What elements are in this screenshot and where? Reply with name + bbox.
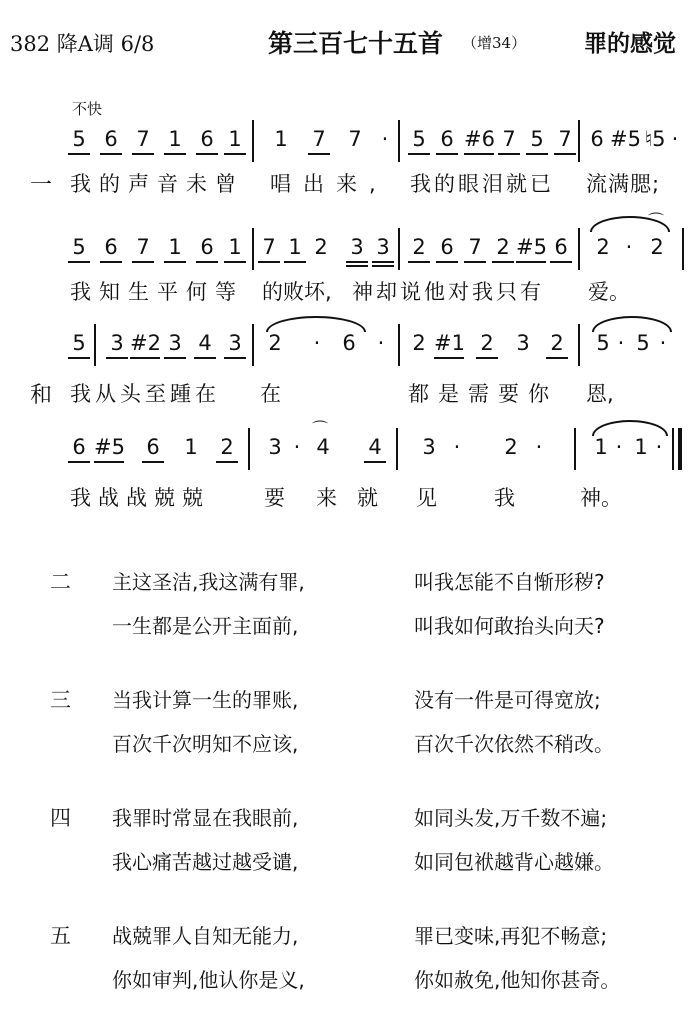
note: 7 (348, 127, 362, 151)
lyric-row-1 (0, 168, 700, 198)
note: · (625, 235, 633, 259)
note: 1 (274, 127, 288, 151)
verse-line: 我罪时常显在我眼前, (112, 806, 299, 830)
lyric-segment: 我 (494, 486, 515, 510)
lyric-segment: 唱出来, (270, 172, 388, 196)
note: 3 (516, 331, 530, 355)
note: 2 (412, 331, 426, 355)
note: 7 (258, 234, 280, 263)
verse-line: 我心痛苦越过越受谴, (112, 850, 299, 874)
verse-line: 如同包袱越背心越嫌。 (414, 850, 614, 874)
note: 3 (106, 330, 128, 359)
note: 1 (634, 435, 648, 459)
lyric-segment: 神却说他对我只有 (352, 280, 544, 304)
note: 3 (268, 435, 282, 459)
verse-line: 当我计算一生的罪账, (112, 688, 299, 712)
verse-line: 叫我如何敢抬头向天? (414, 614, 605, 638)
bar-line (398, 120, 400, 162)
note: 6 (590, 127, 604, 151)
note: 6 (436, 234, 458, 263)
verse-line: 叫我怎能不自惭形秽? (414, 570, 605, 594)
note: ♮5 (644, 127, 666, 151)
notation-row-2 (0, 211, 700, 268)
bar-line (578, 228, 580, 270)
note: #5 (516, 234, 546, 263)
note: 1 (164, 126, 186, 155)
note: · (655, 435, 663, 459)
note: 2 (492, 234, 514, 263)
verse-line: 没有一件是可得宽放; (414, 688, 601, 712)
verse-number-1: 一 (30, 173, 53, 198)
bar-line (252, 228, 254, 270)
bar-line (398, 228, 400, 270)
verse-line: 罪已变味,再犯不畅意; (414, 924, 608, 948)
note: · (293, 435, 301, 459)
note: · (615, 435, 623, 459)
hymn-subtitle: 罪的感觉 (584, 30, 676, 57)
bar-line (252, 120, 254, 162)
note: 3 (224, 330, 246, 359)
notation-row-3 (0, 320, 700, 364)
note: 6 (100, 126, 122, 155)
verse-line: 战兢罪人自知无能力, (112, 924, 299, 948)
note: 1 (594, 435, 608, 459)
verse-line: 主这圣洁,我这满有罪, (112, 570, 305, 594)
note: 6 (196, 126, 218, 155)
note: 5 (596, 331, 610, 355)
note: #5 (610, 127, 641, 151)
note: #5 (94, 434, 124, 463)
note: 2 (476, 330, 498, 359)
bar-line (574, 428, 576, 470)
verse-3 (0, 684, 700, 774)
note: 1 (224, 126, 246, 155)
note: 4 (316, 435, 330, 459)
note: 2 (650, 235, 664, 259)
note: 2 (504, 435, 518, 459)
bar-line (578, 324, 580, 366)
note: 5 (408, 126, 430, 155)
lyric-segment: 神。 (580, 486, 622, 510)
note: 6 (100, 234, 122, 263)
final-bar-line (678, 428, 682, 470)
verse-line: 你如赦免,他知你甚奇。 (414, 968, 621, 992)
note: #2 (130, 330, 160, 359)
note: 5 (636, 331, 650, 355)
bar-line (396, 428, 398, 470)
lyric-segment: 的败坏, (262, 280, 332, 304)
note: · (377, 331, 385, 355)
note: · (381, 127, 389, 151)
verse-5 (0, 920, 700, 1010)
note: 2 (546, 330, 568, 359)
lyric-segment: 我的声音未曾 (70, 172, 244, 196)
bar-line (682, 228, 684, 270)
fermata-icon: ⌒ (648, 211, 665, 230)
note: 2 (268, 331, 282, 355)
verse-line: 一生都是公开主面前, (112, 614, 299, 638)
note: 1 (164, 234, 186, 263)
lyric-row-4 (0, 482, 700, 512)
note: 2 (596, 235, 610, 259)
lyric-segment: 来就 (316, 486, 398, 510)
note: 1 (284, 234, 306, 263)
note: 6 (142, 434, 164, 463)
note: 6 (342, 331, 356, 355)
verse-number: 二 (50, 570, 71, 594)
verse-line: 百次千次依然不稍改。 (414, 732, 614, 756)
bar-line (248, 428, 250, 470)
note: 3 (164, 330, 186, 359)
lyric-segment: 见 (416, 486, 437, 510)
lyric-segment: 要 (264, 486, 285, 510)
verse-4 (0, 802, 700, 892)
lyric-segment: 我知生平何等 (70, 280, 244, 304)
note: 5 (526, 126, 548, 155)
verse-number: 四 (50, 806, 71, 830)
note: 1 (224, 234, 246, 263)
lyric-segment: 在 (260, 382, 281, 406)
notation-row-1 (0, 116, 700, 160)
note: 3 (346, 234, 368, 263)
note: 7 (132, 234, 154, 263)
lyric-segment: 流满腮; (586, 172, 661, 196)
note: 2 (216, 434, 238, 463)
note: 1 (184, 435, 198, 459)
note: 6 (196, 234, 218, 263)
lyric-lead-word: 和 (30, 383, 53, 408)
verse-number: 五 (50, 924, 71, 948)
note: 3 (422, 435, 436, 459)
hymn-supplement-note: （增34） (462, 34, 527, 52)
hymn-title: 第三百七十五首 (268, 29, 444, 58)
note: 2 (408, 234, 430, 263)
notation-row-4 (0, 419, 700, 468)
fermata-icon: ⌒ (312, 419, 329, 438)
verse-2 (0, 566, 700, 656)
verse-number: 三 (50, 688, 71, 712)
note: 5 (68, 126, 90, 155)
bar-line (94, 324, 96, 366)
note: 7 (308, 126, 330, 155)
note: 7 (498, 126, 520, 155)
lyric-segment: 我从头至踵在 (70, 382, 220, 406)
verse-line: 你如审判,他认你是义, (112, 968, 305, 992)
bar-line (252, 324, 254, 366)
tempo-marking: 不快 (72, 100, 103, 118)
lyric-segment: 爱。 (588, 280, 630, 304)
note: 5 (68, 234, 90, 263)
note: 6 (550, 234, 572, 263)
note: · (617, 331, 625, 355)
note: 7 (464, 234, 486, 263)
header (0, 22, 700, 62)
note: #6 (464, 126, 494, 155)
lyric-segment: 都是需要你 (408, 382, 558, 406)
lyric-row-2 (0, 276, 700, 306)
note: 6 (436, 126, 458, 155)
verse-line: 如同头发,万千数不遍; (414, 806, 608, 830)
bar-line (578, 120, 580, 162)
note: #1 (434, 330, 464, 359)
note: 4 (364, 434, 386, 463)
note: 7 (132, 126, 154, 155)
bar-line (672, 428, 674, 470)
lyric-segment: 我战战兢兢 (70, 486, 210, 510)
note: 7 (554, 126, 576, 155)
note: 5 (68, 330, 90, 359)
note: 3 (372, 234, 394, 263)
hymn-number-key-meter: 382 降A调 6/8 (10, 32, 155, 56)
lyric-segment: 我的眼泪就已 (410, 172, 554, 196)
note: · (659, 331, 667, 355)
bar-line (398, 324, 400, 366)
note: · (453, 435, 461, 459)
lyric-segment: 恩, (586, 382, 614, 406)
verse-line: 百次千次明知不应该, (112, 732, 299, 756)
lyric-row-3 (0, 378, 700, 408)
note: · (535, 435, 543, 459)
note: · (313, 331, 321, 355)
note: · (671, 127, 679, 151)
note: 4 (194, 330, 216, 359)
note: 2 (314, 235, 328, 259)
note: 6 (68, 434, 90, 463)
